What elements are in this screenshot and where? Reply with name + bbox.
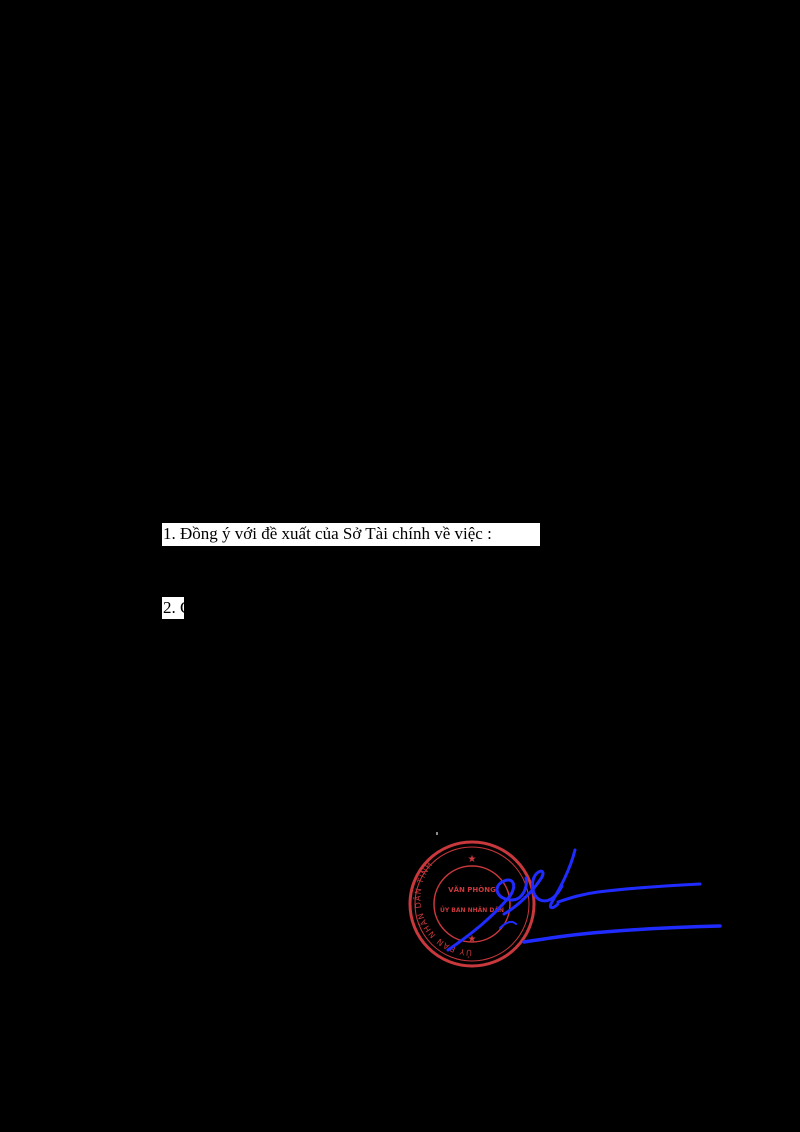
stamp-center-line-2: ỦY BAN NHÂN DÂN xyxy=(439,907,505,914)
item-2-text: 2. C xyxy=(163,598,192,617)
stamp-and-signature xyxy=(400,830,730,980)
stamp-star-icon-top: ★ xyxy=(467,854,477,865)
stamp-center-line-1: VĂN PHÒNG xyxy=(448,886,496,894)
item-1-text: 1. Đồng ý với đề xuất của Sở Tài chính về việc : xyxy=(162,523,540,546)
handwritten-signature xyxy=(448,850,720,950)
stamp-star-icon: ★ xyxy=(467,934,477,945)
official-stamp xyxy=(410,842,534,966)
stamp-outer-text: ỦY BAN NHÂN DÂN TỈNH xyxy=(413,859,473,958)
